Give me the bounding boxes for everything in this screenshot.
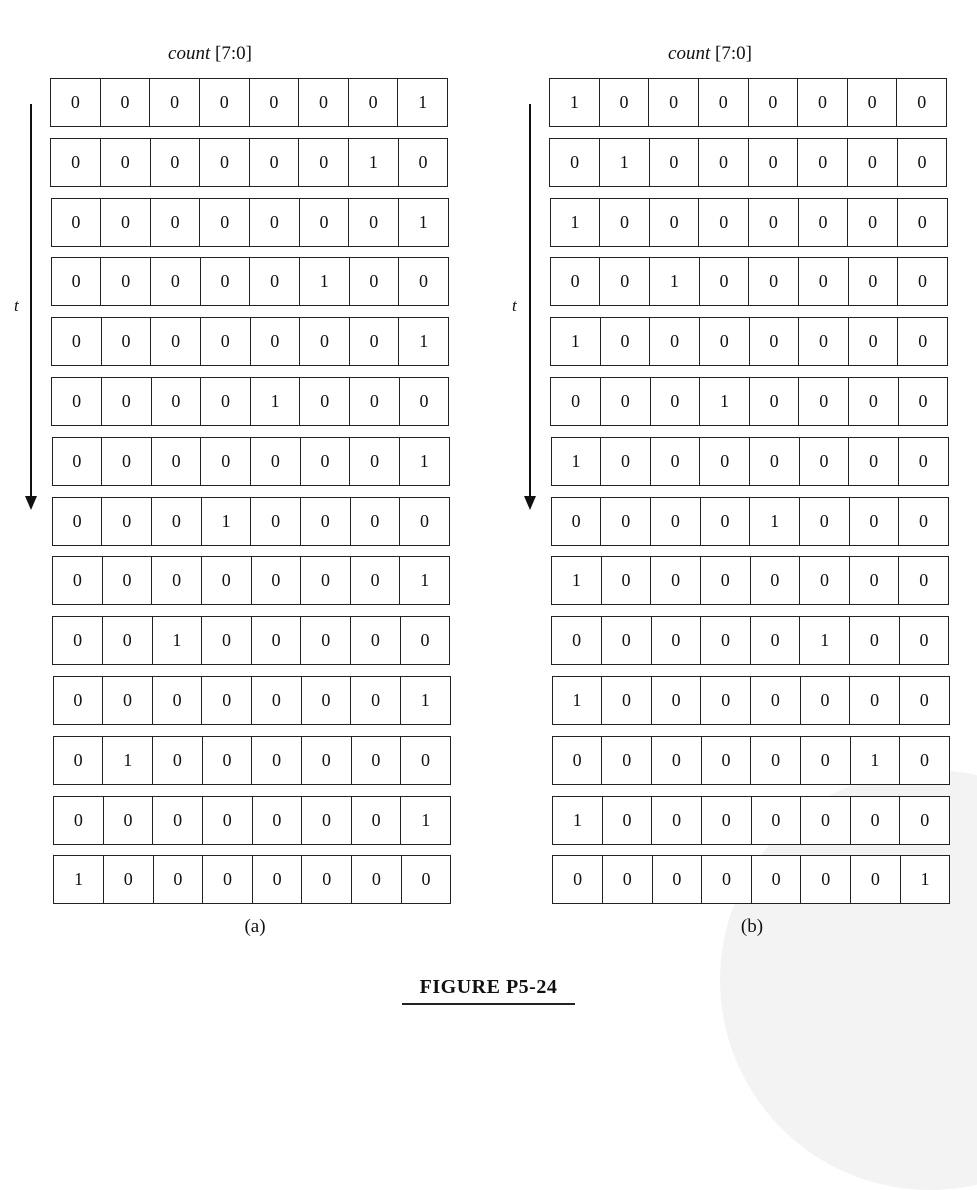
bit-cell: 0 [917, 211, 927, 232]
bit-cell: 0 [151, 199, 201, 246]
panel-b [500, 0, 930, 960]
bit-cell: 0 [800, 438, 850, 485]
bit-cell: 0 [800, 498, 850, 545]
bit-cell: 0 [101, 258, 151, 305]
bit-cell: 0 [54, 737, 104, 784]
bit-cell: 0 [848, 139, 898, 186]
bit-cell: 0 [101, 79, 151, 126]
bit-cell: 0 [252, 737, 302, 784]
bit-cell: 0 [601, 498, 651, 545]
bit-cell: 0 [798, 79, 848, 126]
register-row [52, 437, 450, 486]
register-row [51, 317, 449, 366]
bit-cell: 0 [701, 677, 751, 724]
bit-cell: 0 [752, 797, 802, 844]
signal-name: count [168, 43, 211, 64]
bit-cell: 0 [750, 318, 800, 365]
bit-cell: 0 [850, 617, 900, 664]
bit-cell: 1 [202, 498, 252, 545]
bit-cell: 0 [799, 199, 849, 246]
register-row [551, 556, 949, 605]
bit-cell: 0 [800, 557, 850, 604]
register-row [552, 736, 950, 785]
bit-cell: 1 [103, 737, 153, 784]
bit-cell: 0 [52, 199, 102, 246]
bit-cell: 0 [848, 199, 898, 246]
register-row [551, 437, 949, 486]
bit-cell: 1 [418, 211, 428, 232]
bit-cell: 0 [849, 318, 899, 365]
bit-cell: 0 [602, 737, 652, 784]
bit-cell: 0 [154, 856, 204, 903]
bit-cell: 0 [252, 557, 302, 604]
register-row [51, 257, 449, 306]
bit-cell: 0 [850, 498, 900, 545]
bit-cell: 0 [751, 737, 801, 784]
bit-cell: 0 [151, 258, 201, 305]
bit-cell: 0 [917, 92, 927, 112]
bit-cell: 0 [918, 450, 928, 471]
register-row [51, 198, 449, 247]
bit-cell: 0 [104, 797, 154, 844]
bit-cell: 0 [351, 557, 401, 604]
bit-cell: 0 [652, 737, 702, 784]
bit-cell: 0 [919, 690, 929, 710]
bit-cell: 0 [200, 79, 250, 126]
bit-cell: 0 [299, 139, 349, 186]
bit-cell: 1 [920, 869, 930, 890]
bit-cell: 1 [553, 677, 603, 724]
bit-cell: 1 [349, 139, 399, 186]
bit-cell: 0 [919, 630, 929, 651]
bit-cell: 0 [702, 856, 752, 903]
register-row [52, 497, 450, 546]
bit-cell: 0 [701, 498, 751, 545]
bit-cell: 0 [651, 378, 701, 425]
bit-cell: 0 [700, 438, 750, 485]
register-row [53, 855, 451, 904]
register-row [51, 377, 449, 426]
register-row [551, 616, 949, 665]
bit-cell: 0 [152, 498, 202, 545]
bit-cell: 0 [250, 139, 300, 186]
bit-cell: 1 [800, 617, 850, 664]
time-arrow-line [529, 104, 531, 496]
bit-cell: 0 [251, 318, 301, 365]
bit-cell: 0 [918, 391, 928, 411]
bit-cell: 1 [851, 737, 901, 784]
bit-cell: 1 [418, 92, 428, 112]
bit-cell: 0 [103, 617, 153, 664]
register-row [53, 796, 451, 845]
bit-cell: 0 [650, 199, 700, 246]
bit-cell: 1 [421, 809, 431, 830]
bit-cell: 0 [151, 139, 201, 186]
bit-cell: 0 [801, 797, 851, 844]
bit-cell: 1 [419, 450, 429, 471]
bit-cell: 0 [54, 677, 104, 724]
bit-cell: 0 [349, 199, 399, 246]
bit-cell: 1 [600, 139, 650, 186]
bit-cell: 0 [52, 378, 102, 425]
bit-cell: 1 [551, 318, 601, 365]
bit-cell: 0 [653, 856, 703, 903]
bit-cell: 0 [601, 438, 651, 485]
bit-cell: 0 [200, 139, 250, 186]
panel-caption: (a) [244, 916, 266, 937]
bit-cell: 0 [701, 557, 751, 604]
bit-cell: 0 [752, 856, 802, 903]
bit-cell: 0 [420, 749, 430, 770]
bit-cell: 0 [152, 438, 202, 485]
bit-cell: 0 [749, 139, 799, 186]
bit-cell: 0 [350, 438, 400, 485]
bit-cell: 0 [750, 378, 800, 425]
bit-cell: 0 [799, 258, 849, 305]
bit-cell: 0 [751, 557, 801, 604]
bit-cell: 0 [418, 151, 428, 172]
register-row [50, 138, 448, 187]
bit-cell: 0 [849, 258, 899, 305]
bit-cell: 0 [850, 557, 900, 604]
bit-cell: 0 [801, 856, 851, 903]
bit-cell: 0 [352, 856, 402, 903]
bit-cell: 0 [601, 318, 651, 365]
bit-cell: 0 [202, 617, 252, 664]
register-row [551, 497, 949, 546]
bit-cell: 0 [919, 570, 929, 591]
bit-cell: 0 [201, 438, 251, 485]
bit-cell: 0 [102, 438, 152, 485]
bit-cell: 0 [751, 617, 801, 664]
bit-cell: 0 [251, 438, 301, 485]
bit-cell: 0 [749, 79, 799, 126]
bit-cell: 1 [552, 557, 602, 604]
register-row [53, 736, 451, 785]
time-label: t [14, 296, 19, 315]
bit-cell: 0 [202, 677, 252, 724]
bit-cell: 0 [302, 677, 352, 724]
bit-cell: 1 [650, 258, 700, 305]
bit-cell: 0 [652, 677, 702, 724]
bit-cell: 0 [152, 557, 202, 604]
bit-cell: 0 [250, 258, 300, 305]
bit-cell: 0 [700, 258, 750, 305]
bit-cell: 1 [300, 258, 350, 305]
bit-cell: 1 [700, 378, 750, 425]
bit-cell: 0 [650, 318, 700, 365]
panel-a [0, 0, 431, 960]
bit-cell: 0 [851, 856, 901, 903]
bit-cell: 0 [849, 438, 899, 485]
register-row [552, 676, 950, 725]
bit-cell: 0 [601, 378, 651, 425]
bit-cell: 0 [351, 677, 401, 724]
bit-cell: 0 [102, 498, 152, 545]
bit-cell: 0 [103, 677, 153, 724]
bit-cell: 0 [151, 318, 201, 365]
bit-cell: 0 [749, 258, 799, 305]
bit-cell: 0 [54, 797, 104, 844]
bit-cell: 0 [300, 318, 350, 365]
figure-label [0, 976, 977, 1005]
bit-cell: 0 [849, 378, 899, 425]
bit-cell: 0 [652, 797, 702, 844]
bit-cell: 0 [751, 677, 801, 724]
bit-cell: 0 [801, 737, 851, 784]
bit-cell: 0 [552, 498, 602, 545]
bit-cell: 0 [919, 749, 929, 770]
bit-cell: 0 [848, 79, 898, 126]
bit-cell: 0 [53, 617, 103, 664]
bit-cell: 0 [350, 378, 400, 425]
bit-cell: 0 [52, 318, 102, 365]
bit-cell: 0 [152, 378, 202, 425]
bit-cell: 0 [603, 856, 653, 903]
bit-cell: 0 [350, 318, 400, 365]
register-row [552, 855, 950, 904]
bit-cell: 0 [918, 331, 928, 352]
bit-cell: 0 [252, 617, 302, 664]
bit-cell: 0 [419, 391, 429, 411]
bit-cell: 0 [153, 737, 203, 784]
bit-cell: 0 [300, 378, 350, 425]
bit-cell: 0 [553, 856, 603, 903]
bit-cell: 0 [302, 737, 352, 784]
bit-cell: 0 [649, 79, 699, 126]
bit-cell: 0 [600, 199, 650, 246]
register-row [549, 78, 947, 127]
register-row [52, 556, 450, 605]
signal-header [0, 42, 420, 66]
register-row [550, 257, 948, 306]
signal-header [500, 42, 920, 66]
bit-cell: 0 [53, 438, 103, 485]
bit-cell: 0 [798, 139, 848, 186]
bit-cell: 0 [553, 737, 603, 784]
bit-cell: 1 [550, 79, 600, 126]
bit-cell: 0 [150, 79, 200, 126]
bit-cell: 0 [349, 79, 399, 126]
bit-cell: 0 [252, 677, 302, 724]
bit-cell: 1 [251, 378, 301, 425]
bit-cell: 0 [352, 797, 402, 844]
bit-cell: 0 [200, 199, 250, 246]
bit-cell: 1 [420, 690, 430, 710]
bit-cell: 0 [301, 438, 351, 485]
bit-cell: 0 [419, 510, 429, 531]
bit-cell: 0 [253, 797, 303, 844]
bit-cell: 0 [351, 617, 401, 664]
bit-cell: 0 [302, 797, 352, 844]
panel-caption: (b) [740, 916, 764, 937]
bit-cell: 0 [153, 677, 203, 724]
bit-cell: 1 [419, 331, 429, 352]
bit-cell: 0 [651, 498, 701, 545]
bit-cell: 0 [801, 677, 851, 724]
bit-cell: 0 [104, 856, 154, 903]
bit-cell: 0 [102, 378, 152, 425]
bit-cell: 0 [603, 797, 653, 844]
time-arrow [30, 104, 32, 510]
bit-cell: 0 [418, 271, 428, 292]
bit-cell: 1 [750, 498, 800, 545]
signal-name: count [668, 43, 711, 64]
bit-cell: 0 [700, 318, 750, 365]
bit-cell: 0 [352, 737, 402, 784]
register-row [50, 78, 448, 127]
bit-cell: 0 [749, 199, 799, 246]
bit-cell: 0 [350, 258, 400, 305]
bit-cell: 0 [851, 797, 901, 844]
register-row [552, 796, 950, 845]
bit-cell: 0 [300, 199, 350, 246]
bit-cell: 0 [253, 856, 303, 903]
bit-range: [7:0] [215, 43, 252, 64]
register-row [549, 138, 947, 187]
register-row [550, 198, 948, 247]
bit-cell: 1 [153, 617, 203, 664]
bit-cell: 0 [552, 617, 602, 664]
bit-cell: 0 [600, 258, 650, 305]
bit-cell: 0 [250, 199, 300, 246]
bit-cell: 0 [652, 617, 702, 664]
register-row [550, 317, 948, 366]
figure-label-text: FIGURE P5-24 [402, 976, 576, 1005]
bit-cell: 0 [550, 139, 600, 186]
time-arrow-line [30, 104, 32, 496]
bit-cell: 0 [602, 557, 652, 604]
bit-cell: 0 [650, 139, 700, 186]
bit-cell: 1 [551, 199, 601, 246]
bit-cell: 0 [918, 510, 928, 531]
arrow-head-icon [25, 496, 37, 510]
bit-cell: 0 [299, 79, 349, 126]
bit-cell: 0 [917, 271, 927, 292]
bit-cell: 0 [421, 869, 431, 890]
bit-cell: 0 [201, 378, 251, 425]
bit-cell: 0 [202, 557, 252, 604]
bit-cell: 1 [553, 797, 603, 844]
bit-cell: 0 [101, 139, 151, 186]
register-row [53, 676, 451, 725]
bit-range: [7:0] [715, 43, 752, 64]
bit-cell: 0 [52, 258, 102, 305]
bit-cell: 0 [201, 318, 251, 365]
bit-cell: 0 [920, 809, 930, 830]
bit-cell: 0 [551, 378, 601, 425]
bit-cell: 0 [699, 139, 749, 186]
bit-cell: 0 [351, 498, 401, 545]
bit-cell: 0 [51, 139, 101, 186]
bit-cell: 0 [51, 79, 101, 126]
bit-cell: 0 [301, 557, 351, 604]
bit-cell: 0 [102, 318, 152, 365]
bit-cell: 0 [651, 438, 701, 485]
bit-cell: 0 [602, 677, 652, 724]
bit-cell: 0 [420, 630, 430, 651]
bit-cell: 0 [201, 258, 251, 305]
register-row [550, 377, 948, 426]
bit-cell: 0 [600, 79, 650, 126]
bit-cell: 0 [699, 79, 749, 126]
bit-cell: 0 [103, 557, 153, 604]
bit-cell: 0 [250, 79, 300, 126]
bit-cell: 0 [203, 856, 253, 903]
bit-cell: 0 [53, 557, 103, 604]
time-label: t [512, 296, 517, 315]
bit-cell: 0 [699, 199, 749, 246]
register-row [52, 616, 450, 665]
bit-cell: 0 [251, 498, 301, 545]
bit-cell: 0 [602, 617, 652, 664]
bit-cell: 1 [420, 570, 430, 591]
bit-cell: 1 [54, 856, 104, 903]
bit-cell: 0 [301, 617, 351, 664]
bit-cell: 0 [917, 151, 927, 172]
bit-cell: 0 [701, 617, 751, 664]
bit-cell: 1 [552, 438, 602, 485]
bit-cell: 0 [302, 856, 352, 903]
time-arrow [529, 104, 531, 510]
bit-cell: 0 [750, 438, 800, 485]
bit-cell: 0 [301, 498, 351, 545]
bit-cell: 0 [702, 797, 752, 844]
bit-cell: 0 [101, 199, 151, 246]
bit-cell: 0 [799, 378, 849, 425]
bit-cell: 0 [799, 318, 849, 365]
bit-cell: 0 [850, 677, 900, 724]
bit-cell: 0 [53, 498, 103, 545]
bit-cell: 0 [702, 737, 752, 784]
bit-cell: 0 [203, 737, 253, 784]
bit-cell: 0 [203, 797, 253, 844]
bit-cell: 0 [551, 258, 601, 305]
arrow-head-icon [524, 496, 536, 510]
bit-cell: 0 [153, 797, 203, 844]
bit-cell: 0 [651, 557, 701, 604]
